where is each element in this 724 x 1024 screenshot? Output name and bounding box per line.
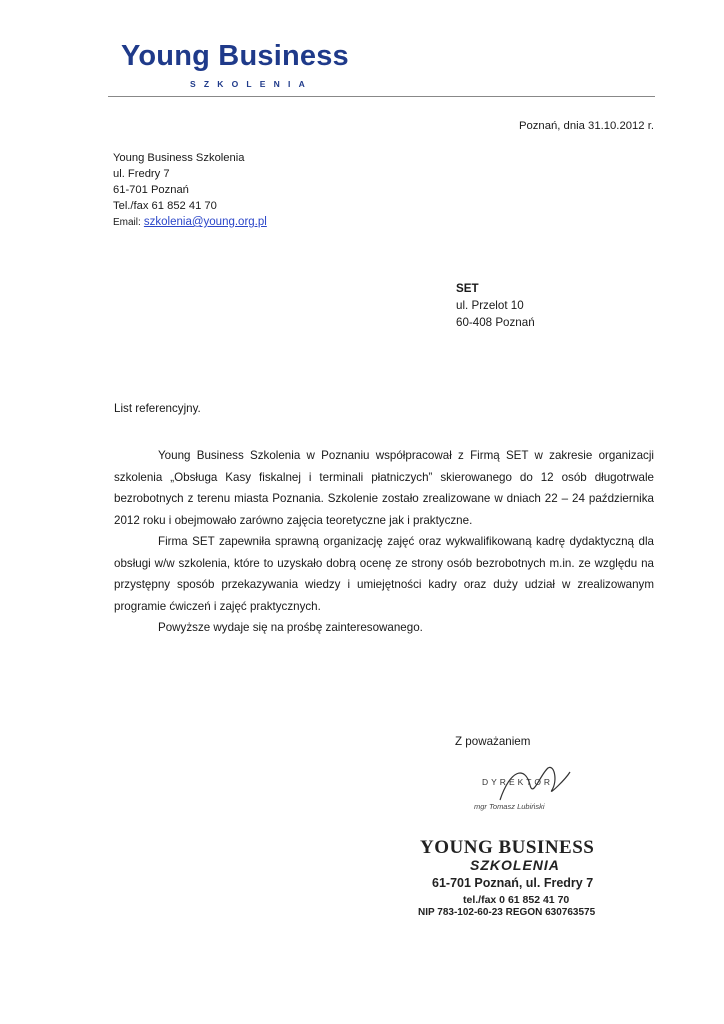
body-paragraph-2: Firma SET zapewniła sprawną organizację zajęć oraz wykwalifikowaną kadrę dydaktyczną dla obsługi w/w szkolenia, które to uzyskało dobrą ocenę ze strony osób bezrobotnych m.in. ze względu na przystępny sposób przekazywania wiedzy i umiejętności kadry oraz duży udział w zrealizowanym programie ćwiczeń i zajęć praktycznych.: [114, 535, 654, 613]
stamp-ids: NIP 783-102-60-23 REGON 630763575: [418, 907, 596, 918]
header-divider: [108, 96, 655, 97]
stamp-role: DYREKTOR: [482, 777, 554, 787]
sender-city: 61-701 Poznań: [113, 184, 189, 196]
logo-subtitle: SZKOLENIA: [190, 79, 313, 89]
stamp-address: 61-701 Poznań, ul. Fredry 7: [432, 876, 594, 890]
body-paragraph-3: Powyższe wydaje się na prośbę zainteresowanego.: [158, 621, 423, 634]
recipient-city: 60-408 Poznań: [456, 316, 535, 329]
sender-address: [113, 150, 267, 231]
recipient-street: ul. Przelot 10: [456, 299, 524, 312]
sender-name: Young Business Szkolenia: [113, 152, 245, 164]
letter-body: [114, 445, 654, 639]
sender-phone: Tel./fax 61 852 41 70: [113, 200, 217, 212]
recipient-address: [456, 280, 535, 331]
letter-subject: List referencyjny.: [114, 402, 201, 415]
date-line: Poznań, dnia 31.10.2012 r.: [518, 120, 654, 132]
body-paragraph-1: Young Business Szkolenia w Poznaniu współpracował z Firmą SET w zakresie organizacji szkolenia „Obsługa Kasy fiskalnej i terminali płatniczych” skierowanego do 12 osób długotrwale bezrobotnych z terenu miasta Poznania. Szkolenie zostało zrealizowane w dniach 22 – 24 października 2012 roku i obejmowało zarówno zajęcia teoretyczne jak i praktyczne.: [114, 449, 654, 527]
stamp-company-subtitle: SZKOLENIA: [470, 857, 560, 873]
logo-wordmark: Young Business: [121, 40, 349, 72]
stamp-phone: tel./fax 0 61 852 41 70: [463, 894, 570, 906]
closing-line: Z poważaniem: [455, 735, 531, 748]
stamp-company-name: YOUNG BUSINESS: [420, 837, 595, 858]
sender-email-link[interactable]: szkolenia@young.org.pl: [143, 216, 267, 228]
stamp-signatory: mgr Tomasz Lubiński: [474, 802, 545, 811]
sender-email-label: Email:: [113, 217, 141, 228]
recipient-name: SET: [456, 282, 479, 295]
sender-street: ul. Fredry 7: [113, 168, 170, 180]
